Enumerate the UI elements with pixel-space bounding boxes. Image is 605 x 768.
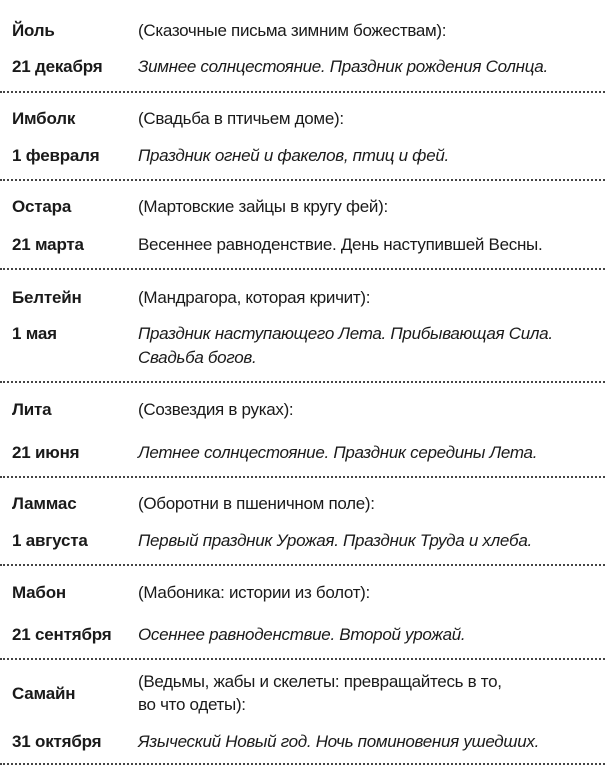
holiday-name: Лита [12,400,52,419]
holiday-description: Первый праздник Урожая. Праздник Труда и хлеба. [138,531,532,550]
holiday-subtitle: (Мабоника: истории из болот): [138,583,370,602]
row-separator [0,476,605,478]
holiday-date: 21 марта [12,235,84,254]
holiday-name: Белтейн [12,288,82,307]
row-separator [0,268,605,270]
holiday-description: Праздник огней и факелов, птиц и фей. [138,146,449,165]
holiday-date: 21 сентября [12,625,112,644]
row-separator [0,658,605,660]
holiday-description: Зимнее солнцестояние. Праздник рождения Солнца. [138,57,548,76]
holiday-name: Имболк [12,109,76,128]
holiday-subtitle: (Сказочные письма зимним божествам): [138,21,447,40]
holiday-date: 1 мая [12,324,57,343]
holiday-name: Ламмас [12,494,77,513]
holiday-name: Мабон [12,583,66,602]
holiday-subtitle: (Оборотни в пшеничном поле): [138,494,375,513]
row-separator [0,91,605,93]
holiday-name: Остара [12,197,72,216]
holiday-description: Летнее солнцестояние. Праздник середины Лета. [138,443,538,462]
holiday-description: Осеннее равноденствие. Второй урожай. [138,625,466,644]
holiday-date: 21 декабря [12,57,103,76]
holiday-description-line2: Свадьба богов. [138,348,257,367]
holiday-name: Самайн [12,684,76,703]
holiday-description: Весеннее равноденствие. День наступившей Весны. [138,235,543,254]
holiday-date: 21 июня [12,443,80,462]
holiday-description: Языческий Новый год. Ночь поминовения ушедших. [138,732,539,751]
holiday-date: 1 августа [12,531,88,550]
holiday-date: 31 октября [12,732,102,751]
holiday-subtitle: (Созвездия в руках): [138,400,294,419]
row-separator [0,381,605,383]
holiday-subtitle-line1: (Ведьмы, жабы и скелеты: превращайтесь в то, [138,672,502,691]
holiday-subtitle: (Мартовские зайцы в кругу фей): [138,197,388,216]
row-separator [0,179,605,181]
holiday-subtitle: (Свадьба в птичьем доме): [138,109,344,128]
holiday-subtitle: (Мандрагора, которая кричит): [138,288,371,307]
row-separator [0,564,605,566]
row-separator [0,763,605,765]
holiday-name: Йоль [12,21,55,40]
holiday-date: 1 февраля [12,146,100,165]
holiday-description-line1: Праздник наступающего Лета. Прибывающая Сила. [138,324,553,343]
holiday-subtitle-line2: во что одеты): [138,695,246,714]
